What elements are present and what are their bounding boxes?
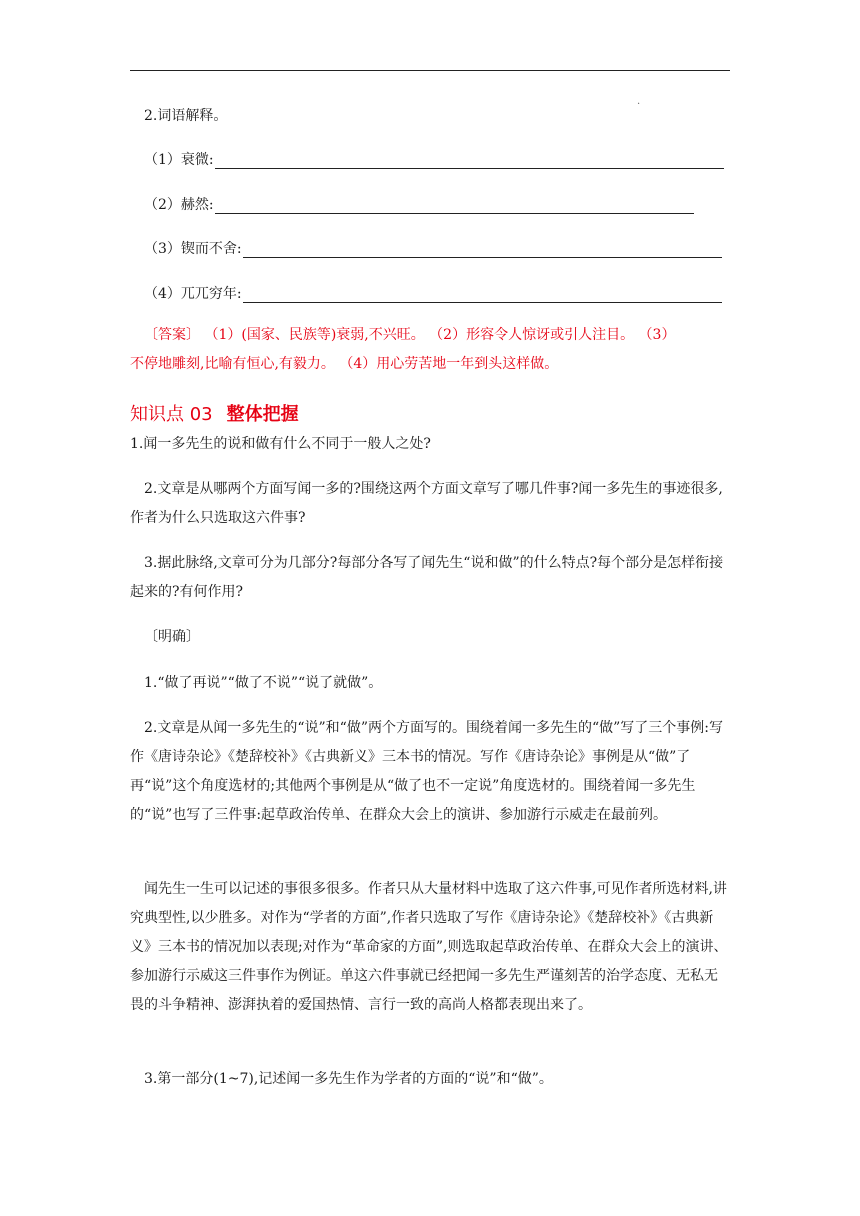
vocab-answer-line-2: 不停地雕刻,比喻有恒心,有毅力。 （4）用心劳苦地一年到头这样做。	[130, 356, 559, 372]
vocab-label: （2）赫然:	[144, 197, 214, 213]
section-number: 知识点 03	[130, 404, 213, 425]
answer-blank[interactable]	[215, 152, 724, 169]
explanation-paragraph: 3.第一部分(1~7),记述闻一多先生作为学者的方面的“说”和“做”。	[144, 1071, 553, 1087]
vocab-label: （1）衰微:	[144, 152, 214, 168]
vocab-label: （3）锲而不舍:	[144, 241, 242, 257]
vocab-item-3	[144, 236, 722, 258]
vocab-item-4	[144, 281, 722, 303]
vocab-item-1	[144, 147, 724, 169]
vocab-title: 2.词语解释。	[144, 108, 228, 124]
section-heading	[130, 400, 299, 426]
explanation-paragraph: 闻先生一生可以记述的事很多很多。作者只从大量材料中选取了这六件事,可见作者所选材料,讲究典型性,以少胜多。对作为“学者的方面”,作者只选取了写作《唐诗杂论》《楚辞校补》《古典新义》三本书的情况加以表现;对作为“革命家的方面”,则选取起草政治传单、在群众大会上的演讲、参加游行示威这三件事作为例证。单这六件事就已经把闻一多先生严谨刻苦的治学态度、无私无畏的斗争精神、澎湃执着的爱国热情、言行一致的高尚人格都表现出来了。	[130, 881, 728, 1013]
explanation-paragraph: 2.文章是从闻一多先生的“说”和“做”两个方面写的。围绕着闻一多先生的“做”写了三个事例:写作《唐诗杂论》《楚辞校补》《古典新义》三本书的情况。写作《唐诗杂论》事例是从“做”了再“说”这个角度选材的;其他两个事例是从“做了也不一定说”角度选材的。围绕着闻一多先生的“说”也写了三件事:起草政治传单、在群众大会上的演讲、参加游行示威走在最前列。	[130, 720, 724, 823]
explanation-label: 〔明确〕	[144, 629, 200, 645]
question-2: 2.文章是从哪两个方面写闻一多的?围绕这两个方面文章写了哪几件事?闻一多先生的事迹很多,作者为什么只选取这六件事?	[130, 481, 723, 526]
question-3: 3.据此脉络,文章可分为几部分?每部分各写了闻先生“说和做”的什么特点?每个部分是怎样衔接起来的?有何作用?	[130, 555, 724, 600]
header-rule	[130, 70, 730, 71]
answer-blank[interactable]	[215, 197, 694, 214]
explanation-paragraph: 1.“做了再说”“做了不说”“说了就做”。	[144, 675, 383, 691]
section-title: 整体把握	[226, 404, 299, 425]
vocab-item-2	[144, 192, 694, 214]
answer-blank[interactable]	[243, 286, 722, 303]
answer-blank[interactable]	[243, 241, 722, 258]
stray-dot: .	[637, 96, 641, 107]
vocab-label: （4）兀兀穷年:	[144, 286, 242, 302]
vocab-answer-line-1: 〔答案〕 （1）(国家、民族等)衰弱,不兴旺。 （2）形容令人惊讶或引人注目。 （3）	[144, 327, 676, 343]
question-1: 1.闻一多先生的说和做有什么不同于一般人之处?	[130, 436, 431, 452]
